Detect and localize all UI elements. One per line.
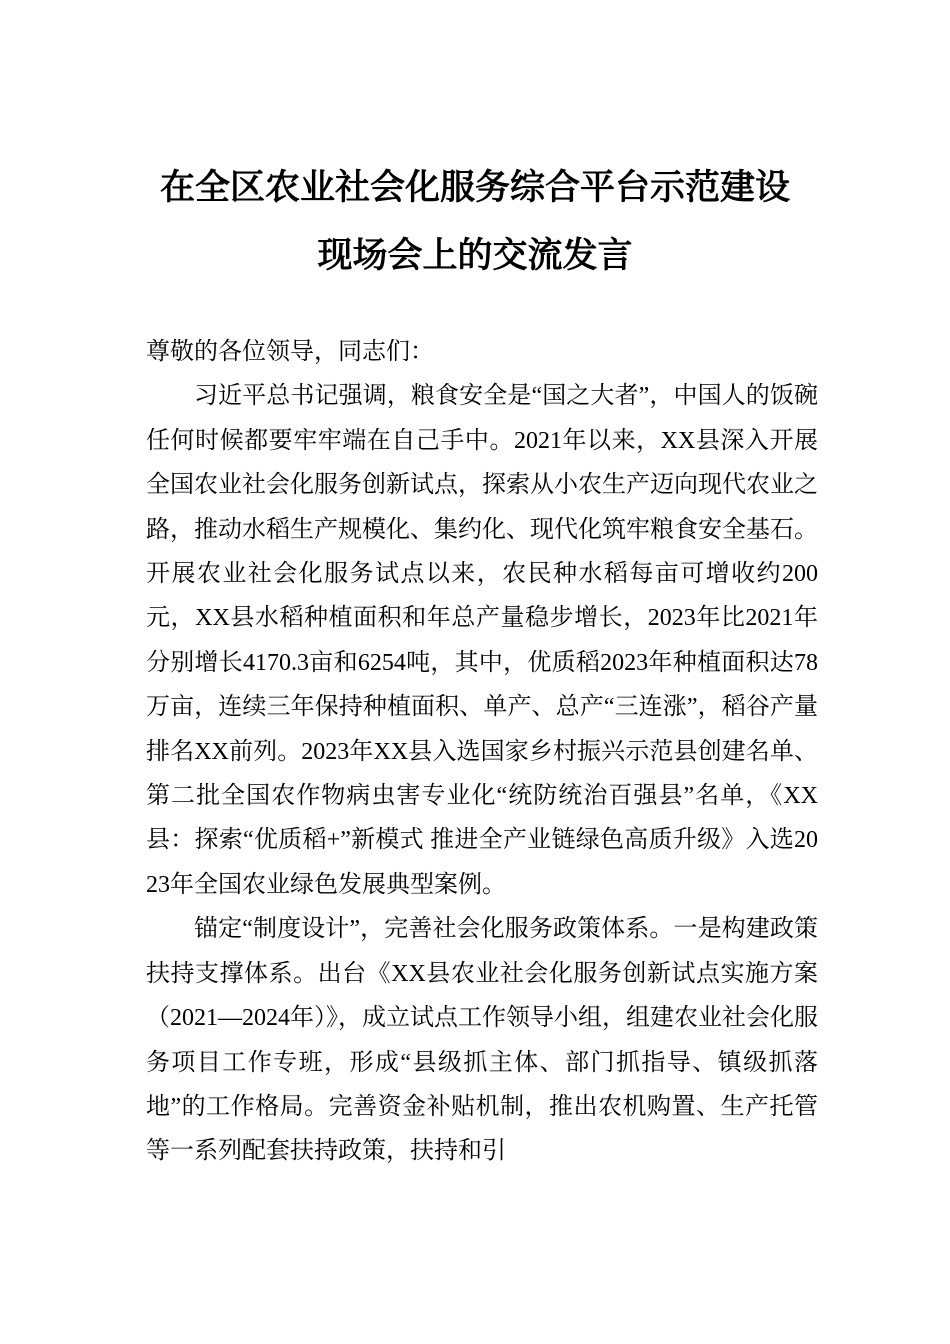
document-body — [146, 330, 818, 1174]
body-paragraph-2: 锚定“制度设计”，完善社会化服务政策体系。一是构建政策扶持支撑体系。出台《XX县农业社会化服务创新试点实施方案（2021—2024年）》，成立试点工作领导小组，组建农业社会化服务项目工作专班，形成“县级抓主体、部门抓指导、镇级抓落地”的工作格局。完善资金补贴机制，推出农机购置、生产托管等一系列配套扶持政策，扶持和引 — [146, 916, 818, 1165]
body-paragraph-1: 习近平总书记强调，粮食安全是“国之大者”，中国人的饭碗任何时候都要牢牢端在自己手中。2021年以来，XX县深入开展全国农业社会化服务创新试点，探索从小农生产迈向现代农业之路，推动水稻生产规模化、集约化、现代化筑牢粮食安全基石。开展农业社会化服务试点以来，农民种水稻每亩可增收约200元，XX县水稻种植面积和年总产量稳步增长，2023年比2021年分别增长4170.3亩和6254吨，其中，优质稻2023年种植面积达78万亩，连续三年保持种植面积、单产、总产“三连涨”，稻谷产量排名XX前列。2023年XX县入选国家乡村振兴示范县创建名单、第二批全国农作物病虫害专业化“统防统治百强县”名单，《XX县：探索“优质稻+”新模式 推进全产业链绿色高质升级》入选2023年全国农业绿色发展典型案例。 — [146, 383, 818, 898]
document-title-line-2: 现场会上的交流发言 — [317, 235, 633, 276]
document-title-line-1: 在全区农业社会化服务综合平台示范建设 — [159, 167, 790, 208]
greeting: 尊敬的各位领导，同志们： — [146, 339, 434, 365]
